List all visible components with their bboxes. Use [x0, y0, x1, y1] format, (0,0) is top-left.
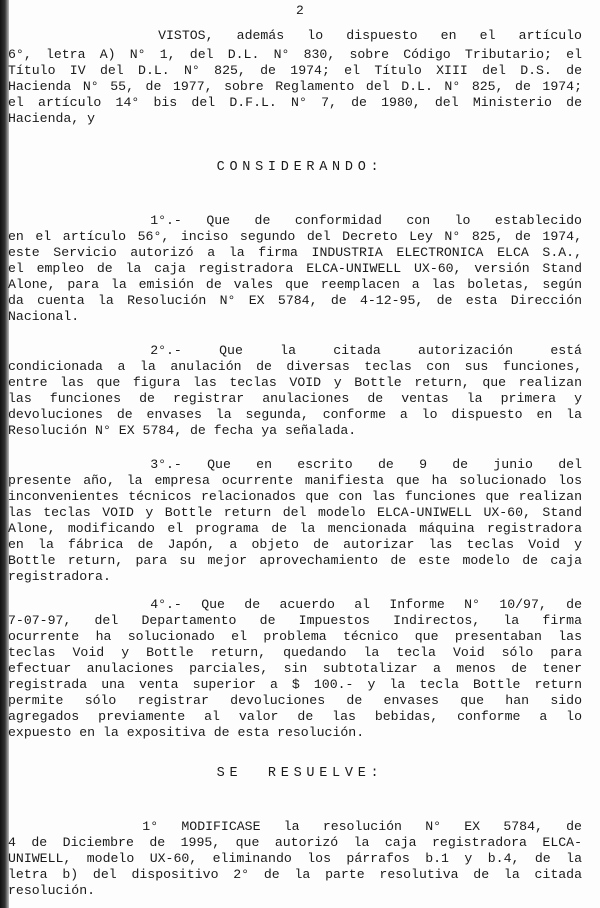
paragraph-line: 4°.- Que de acuerdo al Informe N° 10/97, de [150, 597, 582, 612]
paragraph-line: las teclas VOID y Bottle return del modelo ELCA-UNIWELL UX-60, Stand [8, 505, 582, 520]
paragraph-line: da cuenta la Resolución N° EX 5784, de 4-12-95, de esta Dirección [8, 293, 582, 308]
paragraph-line: registradora. [8, 569, 111, 584]
paragraph-line: Resolución N° EX 5784, de fecha ya señalada. [8, 423, 357, 438]
page-number: 2 [296, 3, 304, 18]
paragraph-line: efectuar anulaciones parciales, sin subtotalizar a menos de tener [8, 661, 582, 676]
paragraph-line: agregados previamente al valor de las bebidas, conforme a lo [8, 709, 582, 724]
vistos-line: el artículo 14° bis del D.F.L. N° 7, de 1980, del Ministerio de [8, 95, 582, 110]
paragraph-line: las funciones de registrar anulaciones de ventas la primera y [8, 391, 582, 406]
paragraph-line: el empleo de la caja registradora ELCA-UNIWELL UX-60, versión Stand [8, 261, 582, 276]
paragraph-line: condicionada a la anulación de diversas teclas con sus funciones, [8, 359, 582, 374]
paragraph-line: Alone, para la emisión de vales que reemplacen a las boletas, según [8, 277, 582, 292]
paragraph-line: Alone, modificando el programa de la mencionada máquina registradora [8, 521, 582, 536]
paragraph-line: en el artículo 56°, inciso segundo del Decreto Ley N° 825, de 1974, [8, 229, 582, 244]
paragraph-line: letra b) del dispositivo 2° de la parte resolutiva de la citada [8, 867, 582, 882]
se-resuelve-heading: SE RESUELVE: [216, 766, 384, 781]
vistos-line: Hacienda N° 55, de 1977, sobre Reglamento del D.L. N° 825, de 1974; [8, 79, 582, 94]
paragraph-line: 2°.- Que la citada autorización está [150, 343, 582, 358]
vistos-line: VISTOS, además lo dispuesto en el artículo [158, 28, 582, 43]
paragraph-line: 7-07-97, del Departamento de Impuestos Indirectos, la firma [8, 613, 582, 628]
paragraph-line: 3°.- Que en escrito de 9 de junio del [150, 457, 582, 472]
paragraph-line: ocurrente ha solucionado el problema técnico que presentaban las [8, 629, 582, 644]
paragraph-line: teclas Void y Bottle return, quedando la tecla Void sólo para [8, 645, 582, 660]
vistos-line: 6°, letra A) N° 1, del D.L. N° 830, sobre Código Tributario; el [8, 47, 582, 62]
vistos-line: Título IV del D.L. N° 825, de 1974; el Título XIII del D.S. de [8, 63, 582, 78]
paragraph-line: permite sólo registrar devoluciones de envases que han sido [8, 693, 582, 708]
paragraph-line: 4 de Diciembre de 1995, que autorizó la caja registradora ELCA- [8, 835, 582, 850]
paragraph-line: entre las que figura las teclas VOID y Bottle return, que realizan [8, 375, 582, 390]
paragraph-line: expuesto en la expositiva de esta resolución. [8, 725, 365, 740]
paragraph-line: 1° MODIFICASE la resolución N° EX 5784, de [142, 819, 582, 834]
paragraph-line: registrada una venta superior a $ 100.- y la tecla Bottle return [8, 677, 582, 692]
paragraph-line: presente año, la empresa ocurrente manifiesta que ha solucionado los [8, 473, 582, 488]
paragraph-line: 1°.- Que de conformidad con lo establecido [150, 213, 582, 228]
paragraph-line: inconvenientes técnicos relacionados que con las funciones que realizan [8, 489, 582, 504]
considerando-heading: CONSIDERANDO: [216, 160, 384, 175]
paragraph-line: en la fábrica de Japón, a objeto de autorizar las teclas Void y [8, 537, 582, 552]
paragraph-line: Nacional. [8, 309, 80, 324]
paragraph-line: resolución. [8, 883, 96, 898]
vistos-line: Hacienda, y [8, 111, 96, 126]
paragraph-line: devoluciones de envases la segunda, conforme a lo dispuesto en la [8, 407, 582, 422]
paragraph-line: UNIWELL, modelo UX-60, eliminando los párrafos b.1 y b.4, de la [8, 851, 582, 866]
paragraph-line: Bottle return, para su mejor aprovechamiento de este modelo de caja [8, 553, 582, 568]
paragraph-line: este Servicio autorizó a la firma INDUSTRIA ELECTRONICA ELCA S.A., [8, 245, 582, 260]
